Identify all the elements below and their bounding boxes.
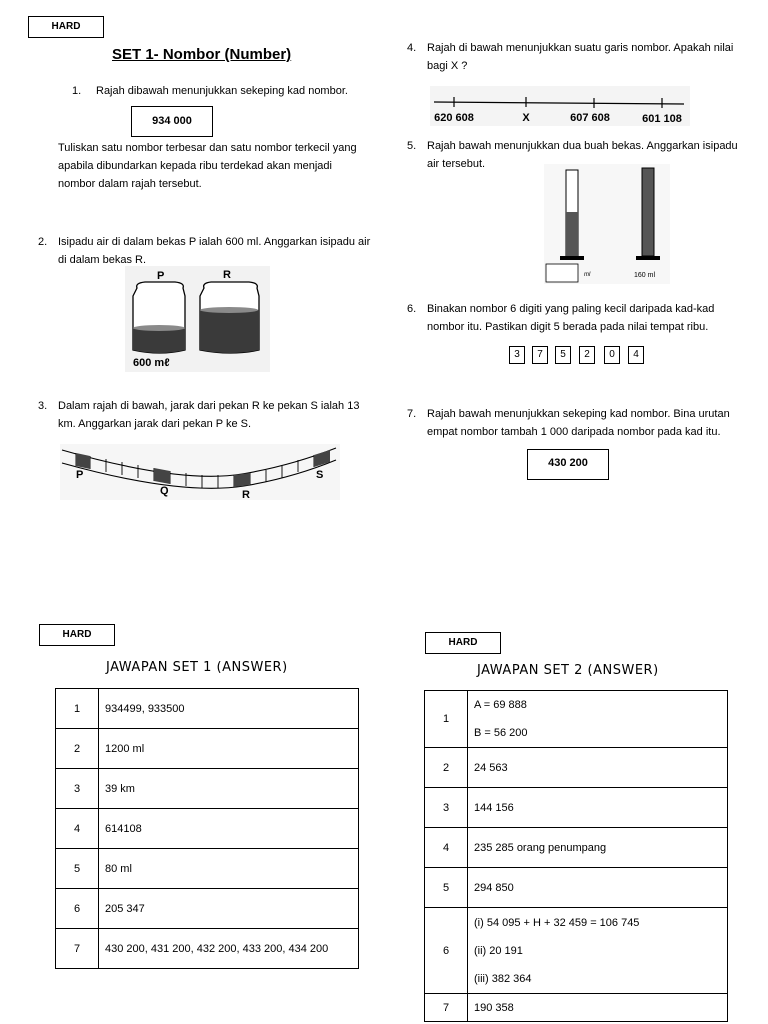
- digit-card: 0: [604, 346, 620, 364]
- difficulty-tag: HARD: [425, 632, 501, 654]
- digit-card: 5: [555, 346, 571, 364]
- table-row: 1 934499, 933500: [56, 689, 359, 729]
- difficulty-tag: HARD: [28, 16, 104, 38]
- number-card: 430 200: [527, 449, 609, 480]
- table-row: 1 A = 69 888 B = 56 200: [425, 691, 728, 748]
- question-text: Rajah dibawah menunjukkan sekeping kad nombor.: [96, 85, 348, 97]
- tick-label: 601 108: [642, 113, 682, 125]
- table-row: 3 144 156: [425, 788, 728, 828]
- table-row: 4 614108: [56, 809, 359, 849]
- question-number: 7.: [407, 408, 417, 420]
- table-row: 6 205 347: [56, 889, 359, 929]
- label-r: R: [223, 269, 231, 281]
- digit-card: 2: [579, 346, 595, 364]
- difficulty-tag: HARD: [39, 624, 115, 646]
- answer-set-1-title: JAWAPAN SET 1 (ANSWER): [106, 660, 288, 675]
- table-row: 5 80 ml: [56, 849, 359, 889]
- table-row: 6 (i) 54 095 + H + 32 459 = 106 745 (ii) 20 191 (iii) 382 364: [425, 908, 728, 994]
- table-row: 5 294 850: [425, 868, 728, 908]
- road-map-figure: [60, 444, 340, 500]
- question-text: Binakan nombor 6 digiti yang paling kecil daripada kad-kad nombor itu. Pastikan digit 5 berada pada nilai tempat ribu.: [427, 303, 715, 333]
- answer-set-2-title: JAWAPAN SET 2 (ANSWER): [477, 663, 659, 678]
- number-line-figure: [430, 86, 690, 126]
- town-p: P: [76, 469, 84, 481]
- tick-label: 620 608: [434, 112, 474, 124]
- containers-figure: [125, 266, 270, 372]
- question-text: Rajah bawah menunjukkan sekeping kad nombor. Bina urutan empat nombor tambah 1 000 daripada nombor pada kad itu.: [427, 408, 730, 438]
- volume-label: 160 ml: [634, 272, 656, 279]
- question-number: 2.: [38, 236, 48, 248]
- question-3: [38, 397, 378, 437]
- table-row: 7 430 200, 431 200, 432 200, 433 200, 434 200: [56, 929, 359, 969]
- question-number: 5.: [407, 140, 417, 152]
- town-s: S: [316, 469, 324, 481]
- table-row: 7 190 358: [425, 994, 728, 1022]
- question-text: Rajah bawah menunjukkan dua buah bekas. Anggarkan isipadu air tersebut.: [427, 140, 738, 170]
- town-r: R: [242, 489, 250, 500]
- tick-label: 607 608: [570, 112, 610, 124]
- set-title: SET 1- Nombor (Number): [112, 46, 292, 63]
- table-row: 3 39 km: [56, 769, 359, 809]
- question-number: 3.: [38, 400, 48, 412]
- unit-label: ml: [584, 272, 591, 278]
- question-text: Isipadu air di dalam bekas P ialah 600 ml. Anggarkan isipadu air di dalam bekas R.: [58, 236, 371, 266]
- digit-card: 3: [509, 346, 525, 364]
- question-number: 4.: [407, 42, 417, 54]
- question-number: 1.: [72, 85, 82, 97]
- tick-label: X: [522, 112, 530, 124]
- question-1: [72, 82, 382, 102]
- table-row: 2 24 563: [425, 748, 728, 788]
- digit-card: 7: [532, 346, 548, 364]
- digit-card: 4: [628, 346, 644, 364]
- question-number: 6.: [407, 303, 417, 315]
- question-text: Dalam rajah di bawah, jarak dari pekan R ke pekan S ialah 13 km. Anggarkan jarak dari pekan P ke S.: [58, 400, 360, 430]
- cylinders-figure: [544, 164, 670, 284]
- question-6: [407, 300, 747, 340]
- question-4: [407, 39, 747, 79]
- answer-set-2-table: [424, 690, 728, 1022]
- question-1-instruction: Tuliskan satu nombor terbesar dan satu nombor terkecil yang apabila dibundarkan kepada ribu terdekad akan menjadi nombor dalam rajah tersebut.: [58, 142, 357, 190]
- table-row: 4 235 285 orang penumpang: [425, 828, 728, 868]
- town-q: Q: [160, 485, 169, 497]
- label-p: P: [157, 270, 165, 282]
- volume-label: 600 mℓ: [133, 357, 170, 369]
- number-card: 934 000: [131, 106, 213, 137]
- table-row: 2 1200 ml: [56, 729, 359, 769]
- question-text: Rajah di bawah menunjukkan suatu garis nombor. Apakah nilai bagi X ?: [427, 42, 734, 72]
- answer-set-1-table: [55, 688, 359, 969]
